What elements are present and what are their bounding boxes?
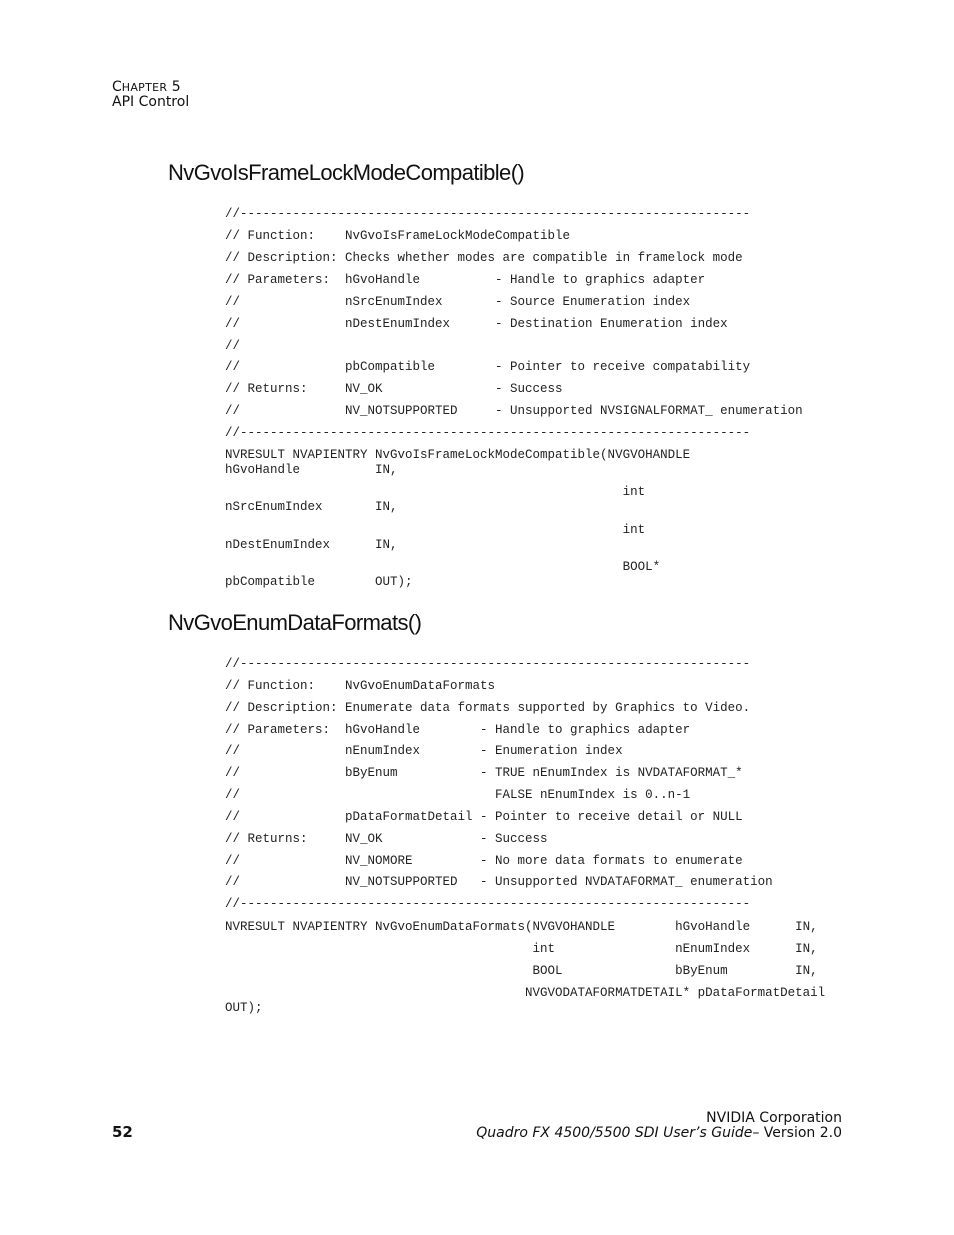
code-line: BOOL*	[225, 560, 661, 574]
code-line: // Returns: NV_OK - Success	[225, 832, 548, 846]
code-line: // bByEnum - TRUE nEnumIndex is NVDATAFORMAT_*	[225, 766, 743, 780]
code-line: //--------------------------------------------------------------------	[225, 897, 751, 911]
chapter-label	[112, 80, 181, 95]
code-comment-block-framelock	[225, 207, 803, 448]
code-line: // nEnumIndex - Enumeration index	[225, 744, 623, 758]
code-line: // Parameters: hGvoHandle - Handle to graphics adapter	[225, 723, 691, 737]
code-line: hGvoHandle IN,	[225, 463, 398, 477]
chapter-section-title: API Control	[112, 94, 190, 110]
code-signature-dataformats	[225, 920, 825, 1016]
chapter-initial: C	[112, 79, 122, 95]
code-line: int nEnumIndex IN,	[225, 942, 818, 956]
code-line: // Function: NvGvoIsFrameLockModeCompatible	[225, 229, 571, 243]
code-line: // FALSE nEnumIndex is 0..n-1	[225, 788, 691, 802]
code-line: // Parameters: hGvoHandle - Handle to graphics adapter	[225, 273, 706, 287]
code-signature-framelock	[225, 448, 690, 590]
code-line: nSrcEnumIndex IN,	[225, 500, 398, 514]
code-line: NVRESULT NVAPIENTRY NvGvoIsFrameLockModeCompatible(NVGVOHANDLE	[225, 448, 691, 462]
chapter-number: 5	[171, 79, 181, 95]
section-title-dataformats: NvGvoEnumDataFormats()	[168, 610, 422, 635]
code-line: // pbCompatible - Pointer to receive compatability	[225, 360, 751, 374]
section-title-framelock: NvGvoIsFrameLockModeCompatible()	[168, 160, 525, 185]
footer-version: – Version 2.0	[752, 1125, 842, 1141]
code-line: // pDataFormatDetail - Pointer to receive detail or NULL	[225, 810, 743, 824]
code-line: BOOL bByEnum IN,	[225, 964, 818, 978]
code-line: // nDestEnumIndex - Destination Enumeration index	[225, 317, 728, 331]
code-line: int	[225, 523, 646, 537]
footer-doc-title	[476, 1125, 842, 1141]
code-line: // Description: Enumerate data formats supported by Graphics to Video.	[225, 701, 751, 715]
code-line: //	[225, 339, 241, 353]
code-line: // Returns: NV_OK - Success	[225, 382, 563, 396]
code-line: NVRESULT NVAPIENTRY NvGvoEnumDataFormats(NVGVOHANDLE hGvoHandle IN,	[225, 920, 818, 934]
footer-company: NVIDIA Corporation	[706, 1110, 842, 1126]
code-line: OUT);	[225, 1001, 263, 1015]
page-number: 52	[112, 1123, 133, 1141]
code-line: pbCompatible OUT);	[225, 575, 413, 589]
code-comment-block-dataformats	[225, 657, 773, 919]
code-line: //--------------------------------------------------------------------	[225, 657, 751, 671]
code-line: // NV_NOMORE - No more data formats to enumerate	[225, 854, 743, 868]
code-line: // Description: Checks whether modes are compatible in framelock mode	[225, 251, 743, 265]
chapter-word: HAPTER	[121, 81, 168, 94]
footer-guide-name: Quadro FX 4500/5500 SDI User’s Guide	[476, 1125, 753, 1141]
code-line: // nSrcEnumIndex - Source Enumeration index	[225, 295, 691, 309]
code-line: NVGVODATAFORMATDETAIL* pDataFormatDetail	[225, 986, 826, 1000]
code-line: nDestEnumIndex IN,	[225, 538, 398, 552]
code-line: // NV_NOTSUPPORTED - Unsupported NVSIGNALFORMAT_ enumeration	[225, 404, 803, 418]
code-line: //--------------------------------------------------------------------	[225, 426, 751, 440]
code-line: // Function: NvGvoEnumDataFormats	[225, 679, 496, 693]
code-line: //--------------------------------------------------------------------	[225, 207, 751, 221]
code-line: int	[225, 485, 646, 499]
code-line: // NV_NOTSUPPORTED - Unsupported NVDATAFORMAT_ enumeration	[225, 875, 773, 889]
